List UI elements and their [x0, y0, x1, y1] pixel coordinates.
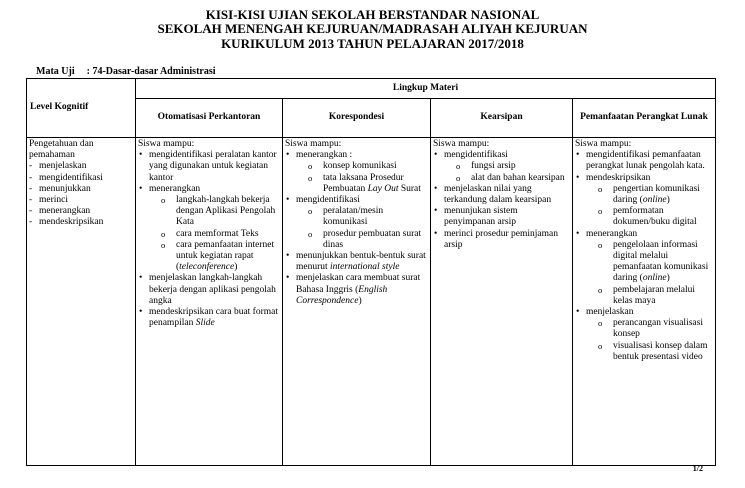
list-item: - merinci	[29, 195, 133, 206]
sub-list-item: o peralatan/mesin komunikasi	[302, 206, 428, 228]
subject-value: : 74-Dasar-dasar Administrasi	[86, 66, 216, 77]
korespondensi-cell	[283, 138, 431, 466]
item-text: Surat	[398, 183, 421, 194]
perangkat-lunak-cell	[573, 138, 716, 466]
page-number: 1/2	[692, 464, 703, 473]
list-item: • mengidentifikasi pemanfaatan perangkat lunak pengolah kata.	[575, 150, 713, 172]
list-item	[575, 229, 713, 307]
item-text: menunjukkan bentuk-bentuk surat menurut	[296, 251, 426, 273]
korespondensi-list	[285, 150, 428, 307]
item-emphasis: teleconference	[179, 262, 235, 273]
item-emphasis: Lay Out	[367, 183, 399, 194]
kearsipan-list	[433, 150, 570, 251]
item-text: mendeskripsikan cara buat format penampilan	[149, 307, 278, 329]
sub-list	[592, 318, 713, 363]
sub-list	[450, 161, 570, 183]
sub-list-item	[592, 240, 713, 285]
item-text: )	[666, 273, 670, 284]
sub-list	[592, 184, 713, 229]
item-text: menjelaskan cara membuat surat Bahasa Inggris (	[296, 273, 421, 295]
level-kognitif-header: Level Kognitif	[27, 79, 136, 138]
list-item	[138, 184, 280, 274]
item-text: mendeskripsikan	[586, 172, 651, 183]
item-emphasis: English Correspondence	[296, 284, 388, 306]
list-item	[575, 173, 713, 229]
document-title-line3: KURIKULUM 2013 TAHUN PELAJARAN 2017/2018	[221, 36, 524, 51]
sub-list-item: o fungsi arsip	[450, 161, 570, 172]
intro-text: Siswa mampu:	[575, 139, 632, 149]
item-emphasis: international style	[330, 262, 400, 273]
list-item: - menjelaskan	[29, 161, 133, 172]
item-text: pengelolaan informasi digital melalui pemanfaatan komunikasi daring (	[613, 239, 709, 284]
sub-list-item: o prosedur pembuatan surat dinas	[302, 229, 428, 251]
list-item: • menunjukan sistem penyimpanan arsip	[433, 206, 570, 228]
item-text: cara pemanfaatan internet untuk kegiatan rapat (	[176, 239, 275, 273]
kisi-kisi-table	[26, 78, 716, 466]
level-list	[29, 161, 133, 228]
list-item: • menjelaskan nilai yang terkandung dalam kearsipan	[433, 184, 570, 206]
subject-label: Mata Uji	[36, 66, 75, 77]
sub-list-item: o alat dan bahan kearsipan	[450, 173, 570, 184]
level-cell	[27, 138, 136, 466]
sub-list-item: o visualisasi konsep dalam bentuk presentasi video	[592, 341, 713, 363]
item-text: )	[666, 195, 670, 206]
sub-list-item: o pembelajaran melalui kelas maya	[592, 285, 713, 307]
document-title-line2: SEKOLAH MENENGAH KEJURUAN/MADRASAH ALIYAH KEJURUAN	[157, 21, 588, 36]
otomatisasi-cell	[136, 138, 283, 466]
otomatisasi-list	[138, 150, 280, 329]
level-title-line2: pemahaman	[29, 150, 75, 161]
list-item: - mendeskripsikan	[29, 217, 133, 228]
list-item: - menunjukkan	[29, 184, 133, 195]
column-header-perangkat-lunak: Pemanfaatan Perangkat Lunak	[573, 99, 716, 138]
sub-list	[592, 240, 713, 307]
item-text: menjelaskan	[586, 307, 634, 318]
lingkup-materi-header: Lingkup Materi	[136, 79, 716, 99]
level-title-line1: Pengetahuan dan	[29, 139, 94, 149]
item-text: menerangkan :	[296, 150, 353, 161]
list-item	[575, 307, 713, 363]
sub-list-item: o konsep komunikasi	[302, 161, 428, 172]
sub-list-item: o pemformatan dokumen/buku digital	[592, 206, 713, 228]
list-item: - menerangkan	[29, 206, 133, 217]
intro-text: Siswa mampu:	[138, 139, 195, 149]
list-item	[433, 150, 570, 184]
list-item	[285, 273, 428, 307]
list-item: • menjelaskan langkah-langkah bekerja dengan aplikasi pengolah angka	[138, 273, 280, 307]
sub-list	[155, 195, 280, 273]
intro-text: Siswa mampu:	[433, 139, 490, 149]
list-item	[285, 251, 428, 273]
item-text: menerangkan	[149, 183, 201, 194]
perangkat-lunak-list	[575, 150, 713, 363]
list-item: - mengidentifikasi	[29, 173, 133, 184]
item-emphasis: Slide	[195, 318, 215, 329]
item-text: )	[234, 262, 238, 273]
item-text: menerangkan	[586, 228, 638, 239]
item-emphasis: online	[642, 195, 667, 206]
sub-list-item: o langkah-langkah bekerja dengan Aplikasi Pengolah Kata	[155, 195, 280, 229]
item-text: mengidentifikasi	[296, 195, 360, 206]
item-text: tata laksana Prosedur Pembuatan	[323, 172, 404, 194]
sub-list	[302, 161, 428, 195]
column-header-kearsipan: Kearsipan	[431, 99, 573, 138]
sub-list-item: o perancangan visualisasi konsep	[592, 318, 713, 340]
list-item: • merinci prosedur peminjaman arsip	[433, 229, 570, 251]
subject-line	[36, 66, 216, 77]
list-item	[285, 195, 428, 251]
column-header-otomatisasi: Otomatisasi Perkantoran	[136, 99, 283, 138]
sub-list-item: o cara memformat Teks	[155, 229, 280, 240]
column-header-korespondensi: Korespondesi	[283, 99, 431, 138]
item-emphasis: online	[642, 273, 667, 284]
document-title-line1: KISI-KISI UJIAN SEKOLAH BERSTANDAR NASIONAL	[205, 7, 540, 22]
list-item: • mengidentifikasi peralatan kantor yang digunakan untuk kegiatan kantor	[138, 150, 280, 184]
intro-text: Siswa mampu:	[285, 139, 342, 149]
kearsipan-cell	[431, 138, 573, 466]
item-text: pengertian komunikasi daring (	[613, 183, 700, 206]
sub-list-item	[302, 173, 428, 195]
sub-list-item	[155, 240, 280, 274]
sub-list	[302, 206, 428, 251]
item-text: )	[358, 295, 362, 306]
list-item	[285, 150, 428, 195]
list-item	[138, 307, 280, 329]
sub-list-item	[592, 184, 713, 206]
item-text: mengidentifikasi	[444, 150, 508, 161]
